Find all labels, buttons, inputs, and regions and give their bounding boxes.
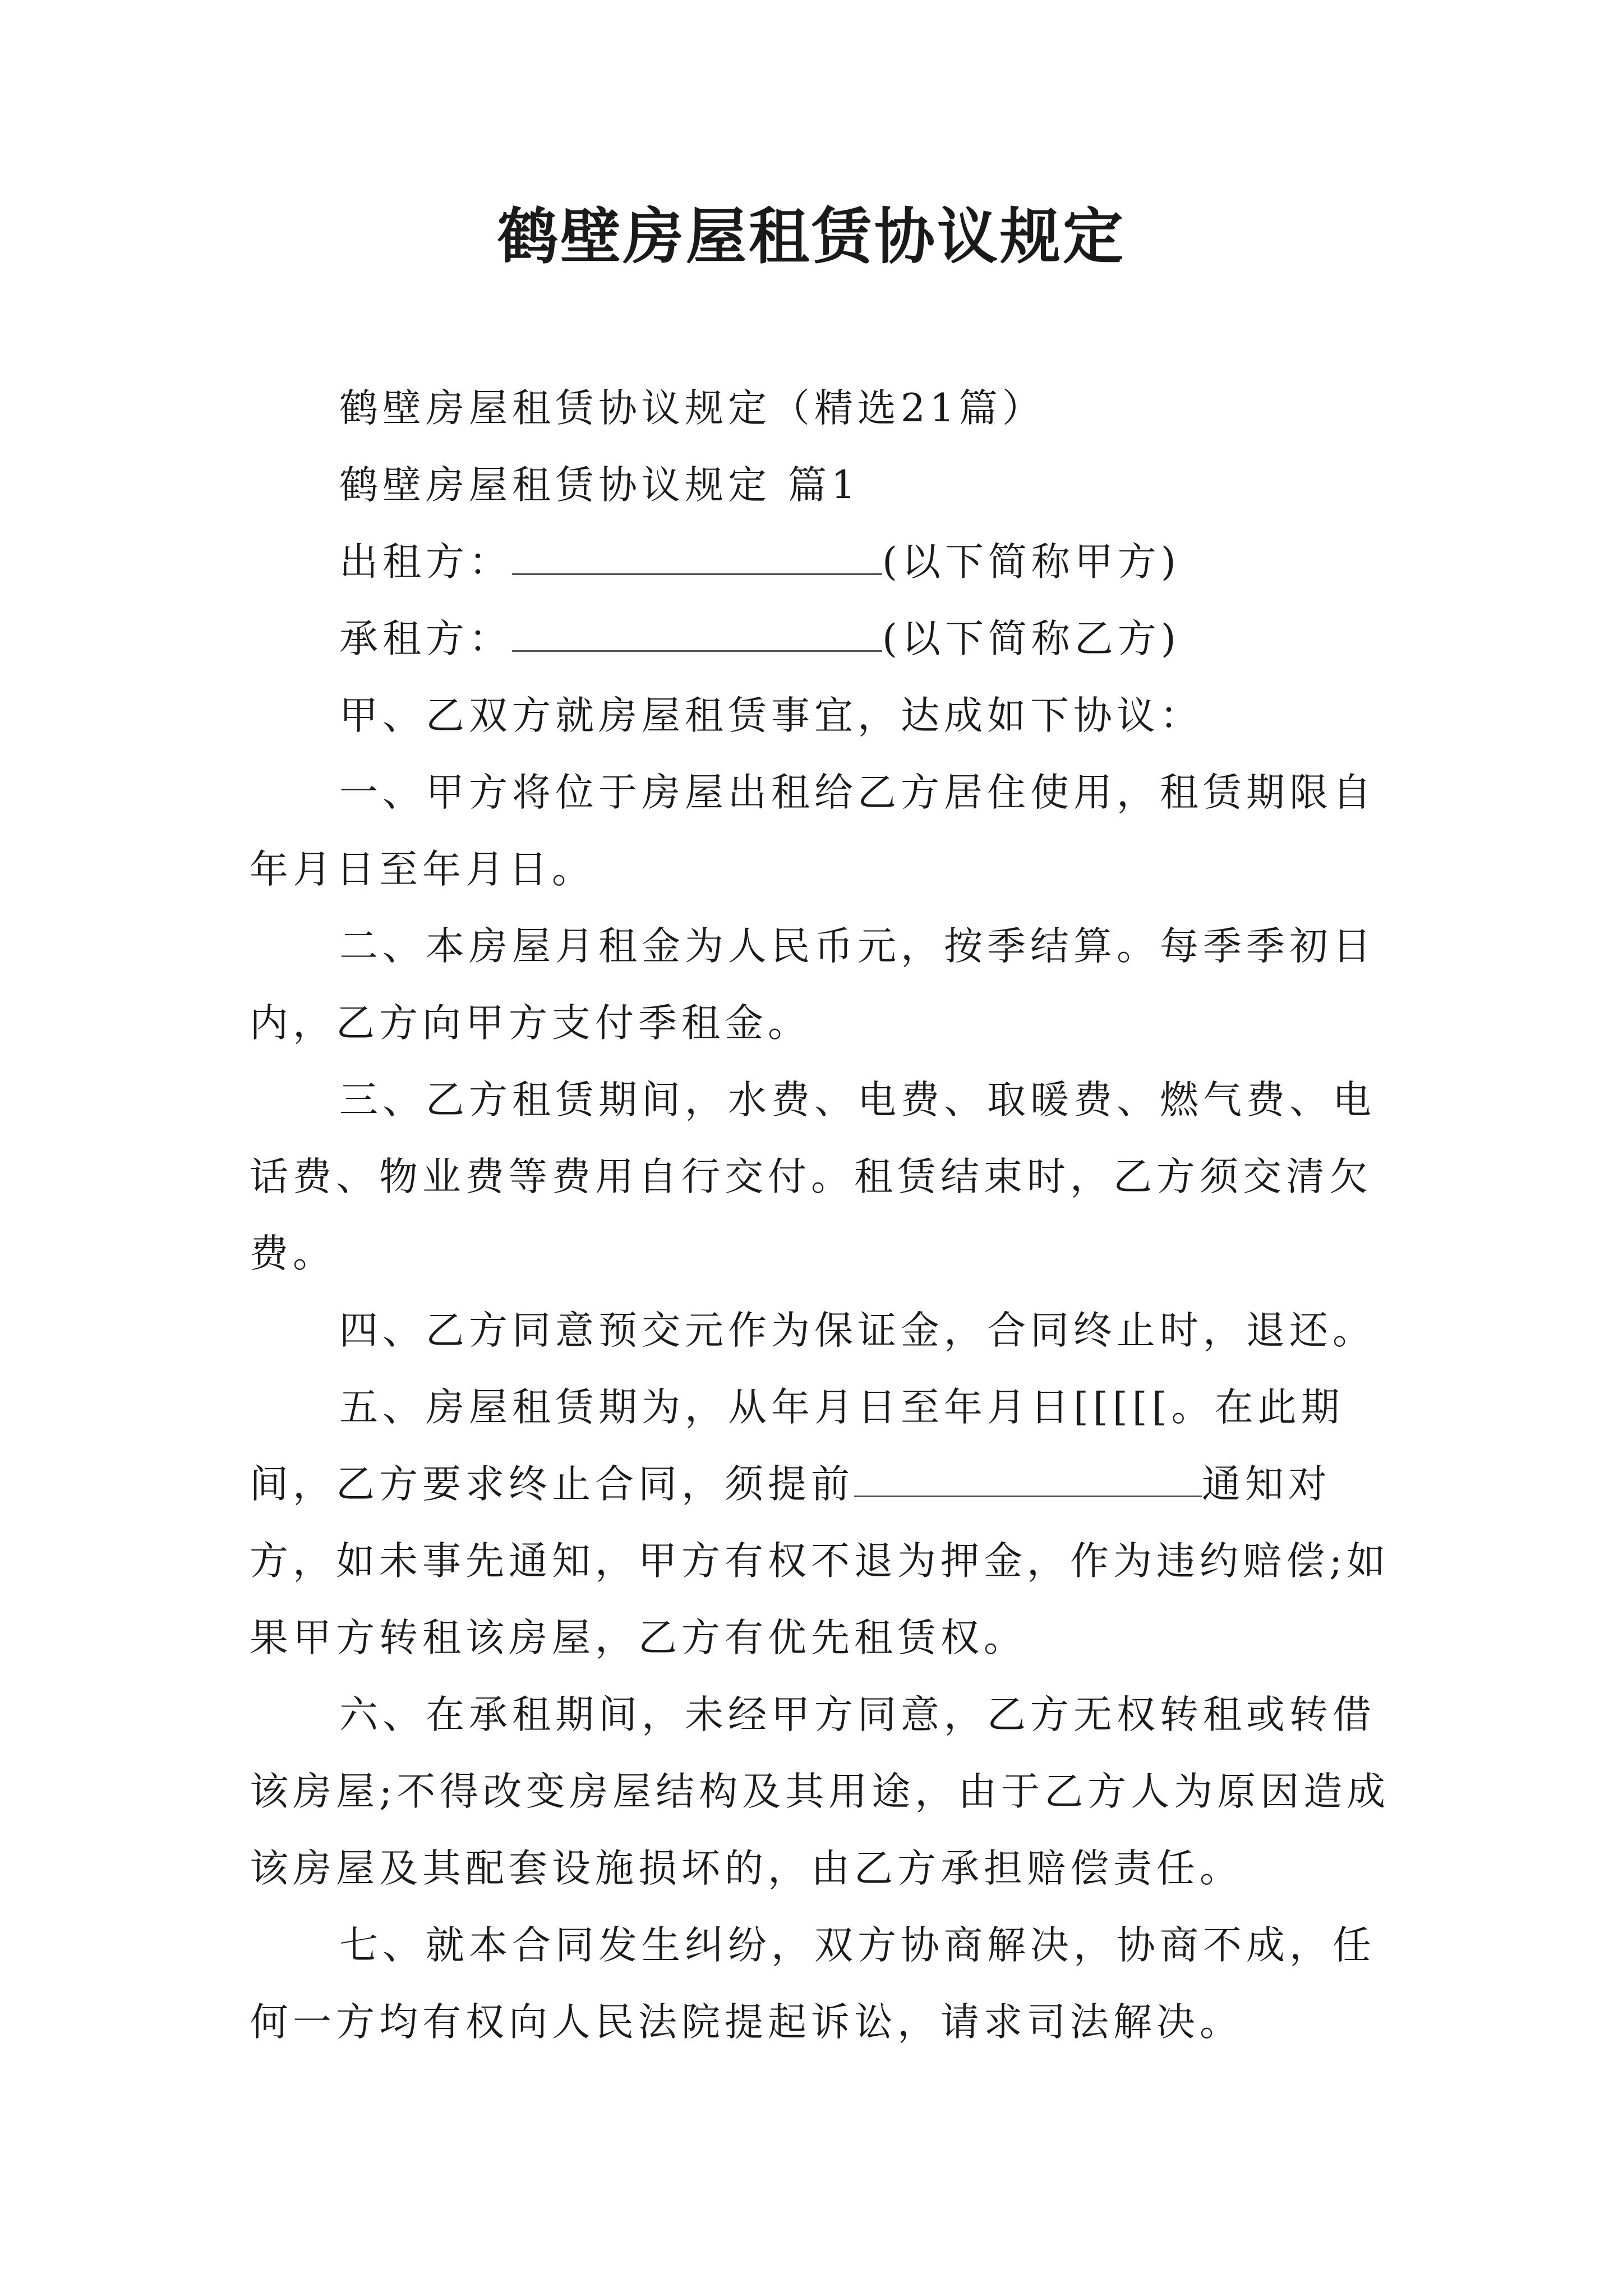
lessee-suffix: (以下简称乙方)	[882, 616, 1181, 661]
clause-5-before: 五、房屋租赁期为，从年月日至年月日[[[[[。在此期间，乙方要求终止合同，须提前	[250, 1385, 1344, 1507]
lessee-blank	[512, 616, 882, 652]
clause-5-after: 通知对方，如未事先通知，甲方有权不退为押金，作为违约赔偿;如果甲方转租该房屋，乙方有优先租赁权。	[250, 1462, 1390, 1660]
subtitle: 鹤壁房屋租赁协议规定（精选21篇）	[339, 386, 1045, 431]
document-body	[250, 370, 1394, 2061]
lessor-blank	[512, 540, 882, 575]
clause-6: 六、在承租期间，未经甲方同意，乙方无权转租或转借该房屋;不得改变房屋结构及其用途，由于乙方人为原因造成该房屋及其配套设施损坏的，由乙方承担赔偿责任。	[250, 1692, 1390, 1891]
lessee-line	[250, 601, 1394, 678]
notice-period-blank	[854, 1462, 1202, 1497]
clause-5	[250, 1369, 1394, 1677]
clause-7: 七、就本合同发生纠纷，双方协商解决，协商不成，任何一方均有权向人民法院提起诉讼，请求司法解决。	[250, 1923, 1376, 2045]
lessee-label: 承租方：	[339, 616, 512, 661]
lessor-label: 出租方：	[339, 540, 512, 585]
clause-4: 四、乙方同意预交元作为保证金，合同终止时，退还。	[339, 1308, 1376, 1353]
document-title: 鹤壁房屋租赁协议规定	[497, 201, 1126, 272]
clause-3: 三、乙方租赁期间，水费、电费、取暖费、燃气费、电话费、物业费等费用自行交付。租赁结束时，乙方须交清欠费。	[250, 1078, 1376, 1276]
lessor-line	[250, 524, 1394, 601]
intro-paragraph: 甲、乙双方就房屋租赁事宜，达成如下协议：	[339, 693, 1203, 738]
lessor-suffix: (以下简称甲方)	[882, 540, 1181, 585]
clause-2: 二、本房屋月租金为人民币元，按季结算。每季季初日内，乙方向甲方支付季租金。	[250, 924, 1376, 1046]
clause-1: 一、甲方将位于房屋出租给乙方居住使用，租赁期限自年月日至年月日。	[250, 770, 1376, 892]
section-heading: 鹤壁房屋租赁协议规定 篇1	[339, 463, 860, 508]
